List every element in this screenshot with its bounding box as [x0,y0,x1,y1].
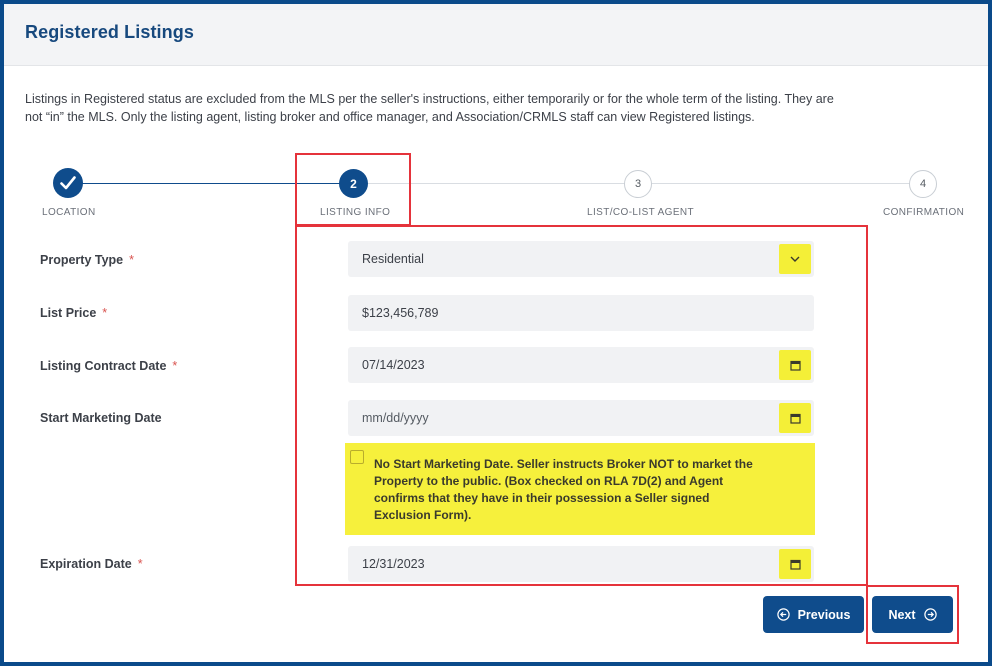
start-marketing-date-label: Start Marketing Date [40,411,162,425]
step-3-label: LIST/CO-LIST AGENT [587,207,695,218]
required-marker: * [137,557,143,571]
chevron-down-icon [790,256,800,262]
property-type-dropdown-button[interactable] [779,244,811,274]
previous-button-label: Previous [797,607,851,622]
property-type-value: Residential [362,252,424,266]
expiration-date-label [40,557,143,571]
no-start-marketing-checkbox[interactable] [350,450,364,464]
required-marker: * [129,253,134,267]
next-button[interactable] [872,596,953,633]
list-price-label-text: List Price [40,306,97,320]
step-4-circle[interactable]: 4 [909,170,937,198]
calendar-icon [790,360,801,371]
list-price-value: $123,456,789 [362,306,439,320]
start-marketing-date-input[interactable] [348,400,814,436]
page-title: Registered Listings [25,22,194,42]
expiration-date-label-text: Expiration Date [40,557,132,571]
property-type-select[interactable] [348,241,814,277]
listing-contract-date-label-text: Listing Contract Date [40,359,167,373]
no-start-marketing-notice [345,443,815,535]
listing-contract-date-label [40,359,177,373]
expiration-date-value: 12/31/2023 [362,557,425,571]
listing-contract-date-value: 07/14/2023 [362,358,425,372]
list-price-label [40,306,107,320]
property-type-label-text: Property Type [40,253,124,267]
previous-button[interactable] [763,596,864,633]
start-marketing-date-picker-button[interactable] [779,403,811,433]
property-type-label [40,253,134,267]
next-button-label: Next [888,607,916,622]
start-marketing-date-placeholder: mm/dd/yyyy [362,411,429,425]
checkmark-icon [60,176,76,190]
step-2-label: LISTING INFO [320,207,391,218]
required-marker: * [172,359,178,373]
step-2-circle[interactable]: 2 [339,169,368,198]
no-start-marketing-text: No Start Marketing Date. Seller instructs Broker NOT to market the Property to the public. (Box checked on RLA 7D(2) and Agent confirms that they have in their possession a Seller signed Exclusion Form). [374,457,753,522]
page-header [4,4,988,66]
list-price-input[interactable] [348,295,814,331]
stepper-line-completed [68,183,353,184]
expiration-date-picker-button[interactable] [779,549,811,579]
calendar-icon [790,559,801,570]
intro-text: Listings in Registered status are excluded from the MLS per the seller's instructions, either temporarily or for the whole term of the listing. They are not “in” the MLS. Only the listing agent, listing broker and office manager, and Association/CRMLS staff can view Registered listings. [25,92,834,124]
step-3-circle[interactable]: 3 [624,170,652,198]
arrow-left-circle-icon [777,608,790,621]
step-1-label: LOCATION [42,207,96,218]
expiration-date-input[interactable] [348,546,814,582]
calendar-icon [790,413,801,424]
arrow-right-circle-icon [924,608,937,621]
listing-contract-date-input[interactable] [348,347,814,383]
listing-contract-date-picker-button[interactable] [779,350,811,380]
required-marker: * [102,306,108,320]
step-4-label: CONFIRMATION [883,207,965,218]
step-1-circle[interactable] [53,168,83,198]
